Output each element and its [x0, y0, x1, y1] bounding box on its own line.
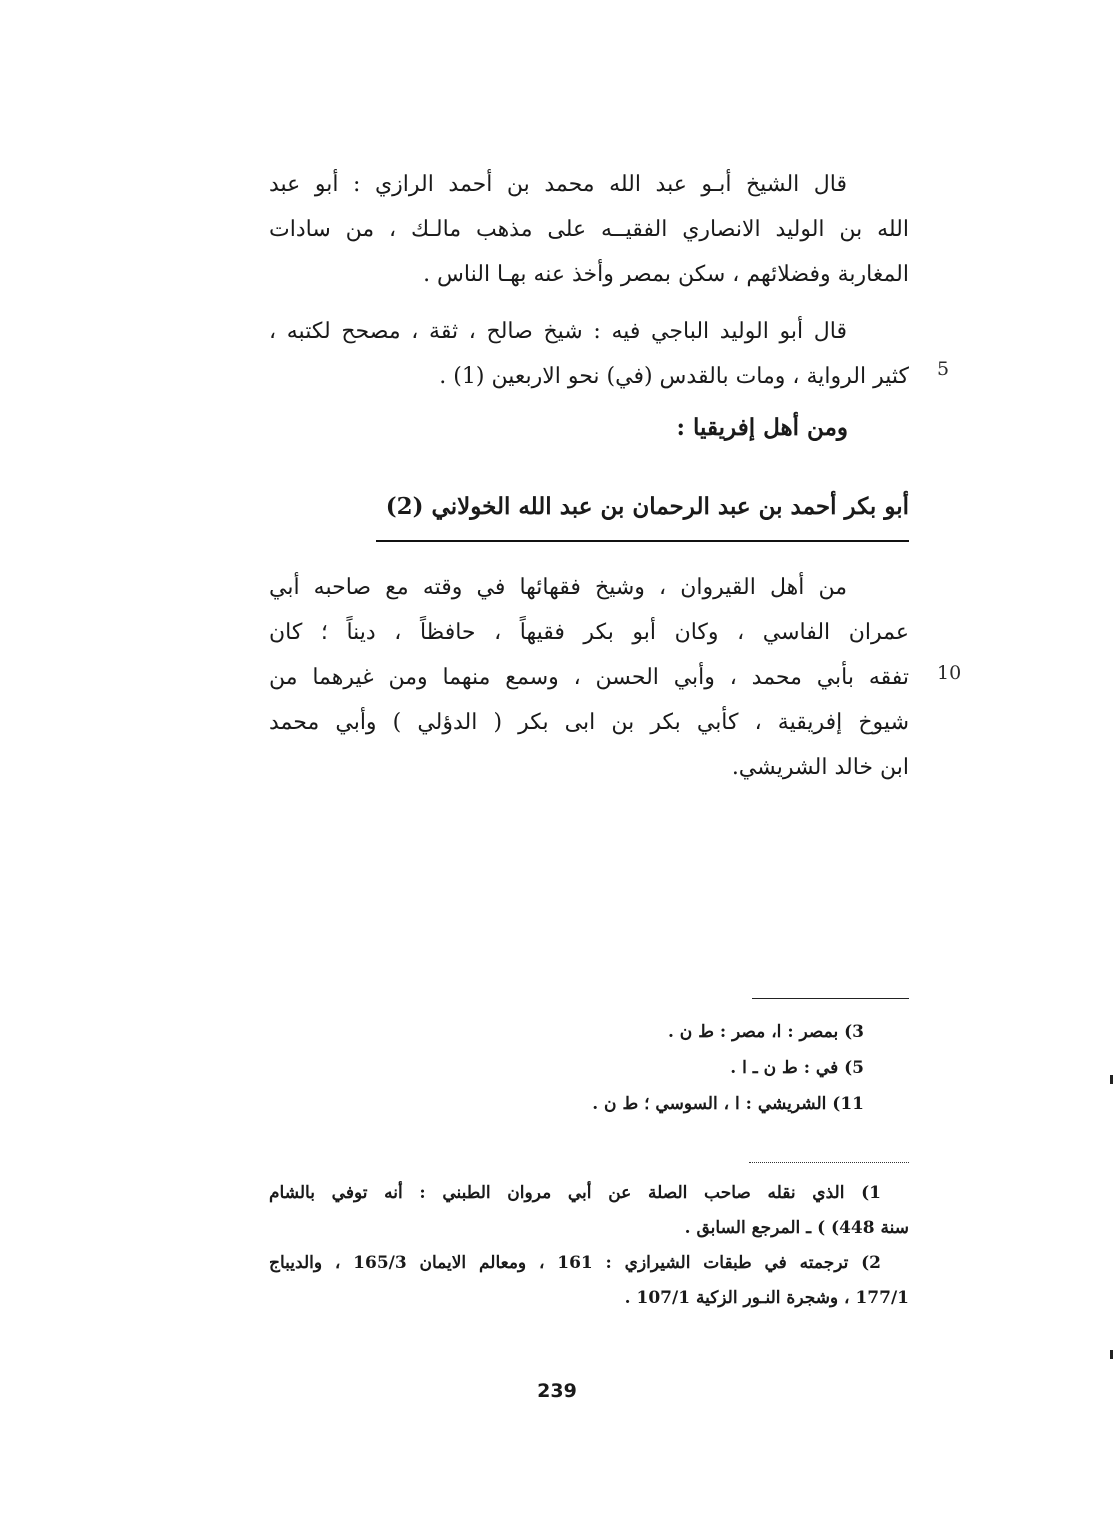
paragraph-line: الله بن الوليد الانصاري الفقيــه على مذهب مالـك ، من سادات: [269, 217, 909, 242]
apparatus-note: 11) الشريشي : ا ، السوسي ؛ ط ن .: [592, 1094, 864, 1114]
scan-edge-mark: [1110, 1075, 1113, 1084]
line-number-10: 10: [937, 662, 962, 684]
critical-apparatus: [592, 1014, 864, 1122]
footnote-line: 177/1 ، وشجرة النـور الزكية 107/1 .: [624, 1288, 909, 1308]
page-number: 239: [537, 1380, 577, 1402]
paragraph-line: عمران الفاسي ، وكان أبو بكر فقيهاً ، حافظاً ، ديناً ؛ كان: [269, 620, 909, 645]
paragraph-line: المغاربة وفضلائهم ، سكن بمصر وأخذ عنه بهـا الناس .: [423, 262, 909, 287]
footnote-line: سنة 448) ) ـ المرجع السابق .: [684, 1218, 909, 1238]
scan-edge-mark: [1110, 1350, 1113, 1359]
apparatus-note: 3) بمصر : ا، مصر : ط ن .: [667, 1022, 864, 1042]
footnotes-divider: [749, 1162, 909, 1163]
paragraph-line: كثير الرواية ، ومات بالقدس (في) نحو الاربعين (1) .: [439, 364, 909, 389]
paragraph-line: شيوخ إفريقية ، كأبي بكر بن ابى بكر ( الدؤلي ) وأبي محمد: [269, 710, 909, 735]
paragraph-line: من أهل القيروان ، وشيخ فقهائها في وقته مع صاحبه أبي: [269, 575, 847, 600]
footnote-line: 2) ترجمته في طبقات الشيرازي : 161 ، ومعالم الايمان 165/3 ، والديباج: [269, 1253, 882, 1273]
entry-title: أبو بكر أحمد بن عبد الرحمان بن عبد الله الخولاني (2): [385, 493, 909, 520]
apparatus-note: 5) في : ط ن ـ ا .: [730, 1058, 864, 1078]
paragraph-line: ابن خالد الشريشي.: [731, 755, 909, 780]
paragraph-line: قال الشيخ أبـو عبد الله محمد بن أحمد الرازي : أبو عبد: [269, 172, 847, 197]
paragraph-line: قال أبو الوليد الباجي فيه : شيخ صالح ، ثقة ، مصحح لكتبه ،: [269, 319, 847, 344]
line-number-5: 5: [937, 358, 950, 380]
title-underline: [376, 540, 909, 542]
footnote-line: 1) الذي نقله صاحب الصلة عن أبي مروان الطبني : أنه توفي بالشام: [269, 1183, 881, 1203]
apparatus-divider: [752, 998, 909, 999]
section-subheading: ومن أهل إفريقيا :: [676, 414, 848, 441]
paragraph-line: تفقه بأبي محمد ، وأبي الحسن ، وسمع منهما ومن غيرهما من: [269, 665, 909, 690]
footnotes: [269, 1176, 909, 1316]
